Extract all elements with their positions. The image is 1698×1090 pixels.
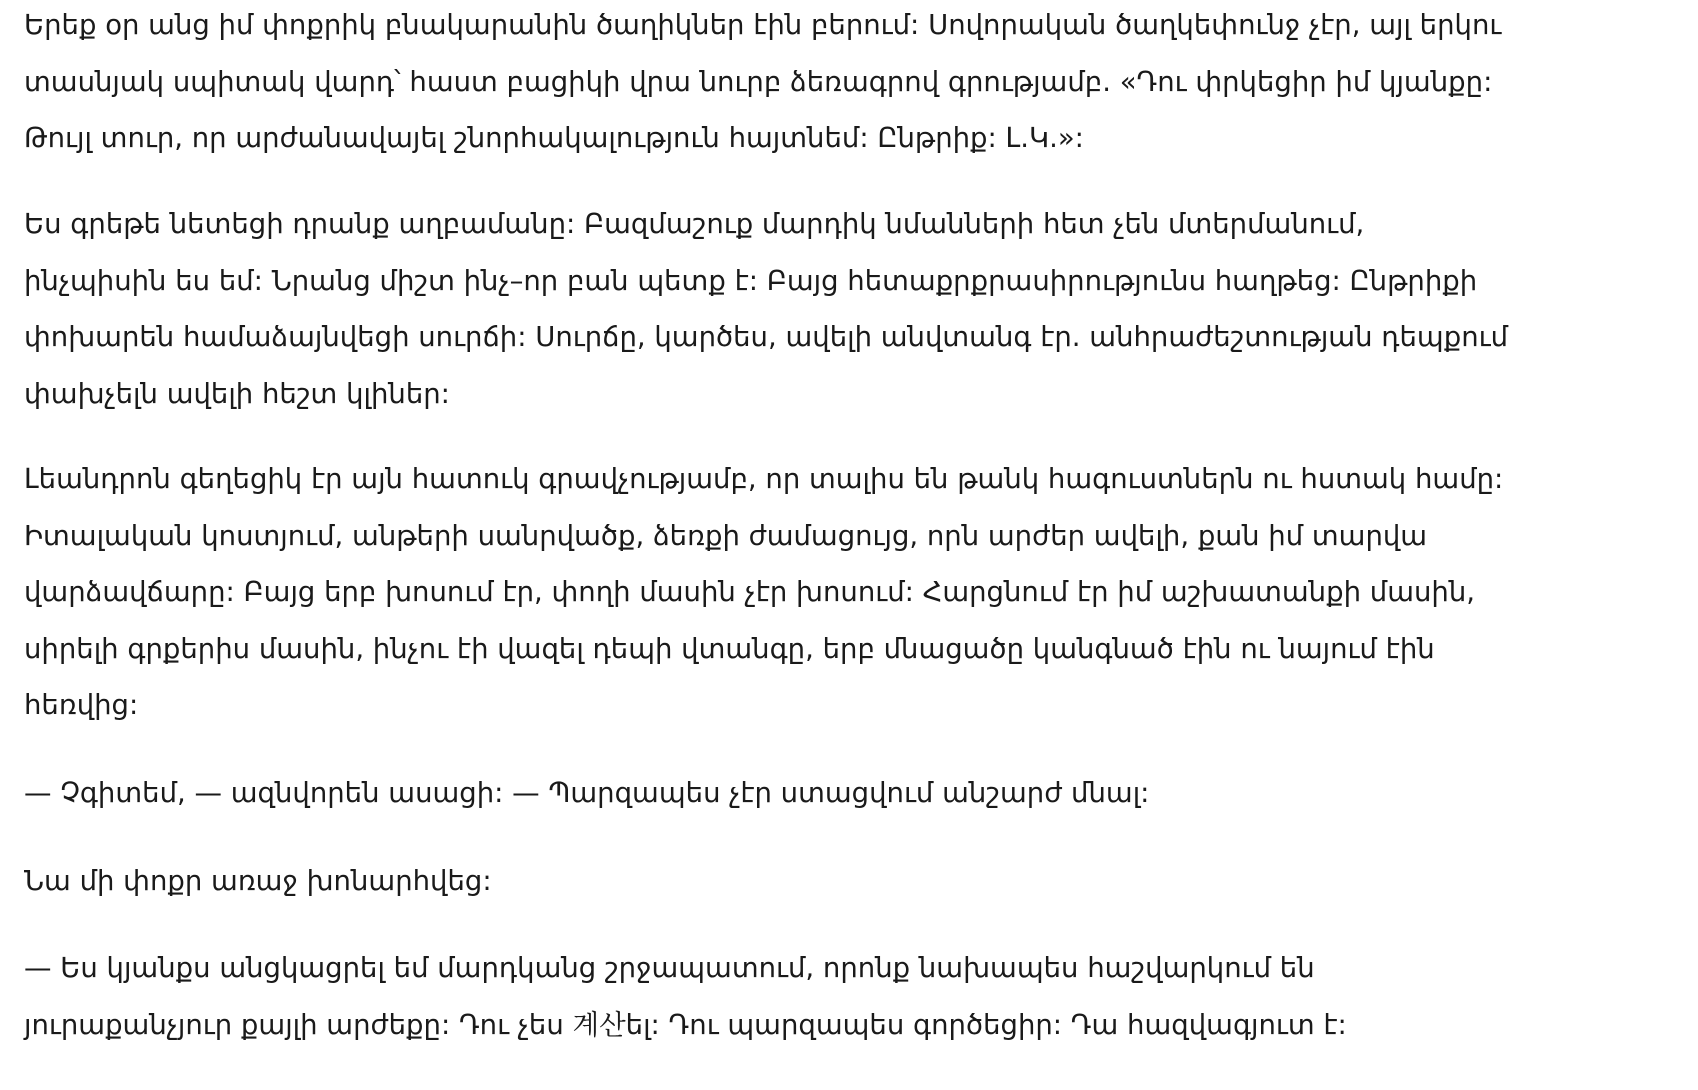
paragraph-line: — Ես կյանքս անցկացրել եմ մարդկանց շրջապատում, որոնք նախապես հաշվարկում են bbox=[24, 952, 1315, 984]
paragraph-line: ինչպիսին ես եմ: Նրանց միշտ ինչ–որ բան պետք է: Բայց հետաքրքրասիրությունս հաղթեց: Ընթրիքի bbox=[24, 264, 1478, 297]
paragraph-5 bbox=[24, 853, 1584, 910]
paragraph-line: Երեք օր անց իմ փոքրիկ բնակարանին ծաղիկներ էին բերում: Սովորական ծաղկեփունջ չէր, այլ երկու bbox=[24, 9, 1502, 41]
paragraph-1 bbox=[24, 0, 1584, 167]
paragraph-6 bbox=[24, 940, 1584, 1053]
paragraph-line: տասնյակ սպիտակ վարդ՝ հաստ բացիկի վրա նուրբ ձեռագրով գրությամբ. «Դու փրկեցիր իմ կյանքը: bbox=[24, 65, 1493, 98]
paragraph-line: փոխարեն համաձայնվեցի սուրճի: Սուրճը, կարծես, ավելի անվտանգ էր. անհրաժեշտության դեպքում bbox=[24, 321, 1509, 353]
paragraph-line: սիրելի գրքերիս մասին, ինչու էի վազել դեպի վտանգը, երբ մնացածը կանգնած էին ու նայում էին bbox=[24, 632, 1435, 665]
paragraph-line: Իտալական կոստյում, անթերի սանրվածք, ձեռքի ժամացույց, որն արժեր ավելի, քան իմ տարվա bbox=[24, 519, 1428, 552]
paragraph-line: Թույլ տուր, որ արժանավայել շնորհակալություն հայտնեմ: Ընթրիք: Լ.Կ.»: bbox=[24, 122, 1084, 154]
paragraph-line: Նա մի փոքր առաջ խոնարհվեց: bbox=[24, 865, 492, 897]
paragraph-2 bbox=[24, 196, 1584, 422]
paragraph-line: վարձավճարը: Բայց երբ խոսում էր, փողի մասին չէր խոսում: Հարցնում էր իմ աշխատանքի մասին, bbox=[24, 576, 1476, 608]
paragraph-line: փախչելն ավելի հեշտ կլիներ: bbox=[24, 377, 450, 410]
paragraph-line: — Չգիտեմ, — ազնվորեն ասացի: — Պարզապես չէր ստացվում անշարժ մնալ: bbox=[24, 777, 1150, 809]
paragraph-line: յուրաքանչյուր քայլի արժեքը: Դու չես 계산ել: Դու պարզապես գործեցիր: Դա հազվագյուտ է: bbox=[24, 1008, 1347, 1041]
paragraph-line: հեռվից: bbox=[24, 689, 139, 721]
paragraph-4 bbox=[24, 765, 1584, 822]
paragraph-3 bbox=[24, 451, 1584, 734]
paragraph-line: Ես գրեթե նետեցի դրանք աղբամանը: Բազմաշուք մարդիկ նմանների հետ չեն մտերմանում, bbox=[24, 208, 1365, 240]
paragraph-line: Լեանդրոն գեղեցիկ էր այն հատուկ գրավչությամբ, որ տալիս են թանկ հագուստներն ու հստակ համը: bbox=[24, 463, 1504, 495]
